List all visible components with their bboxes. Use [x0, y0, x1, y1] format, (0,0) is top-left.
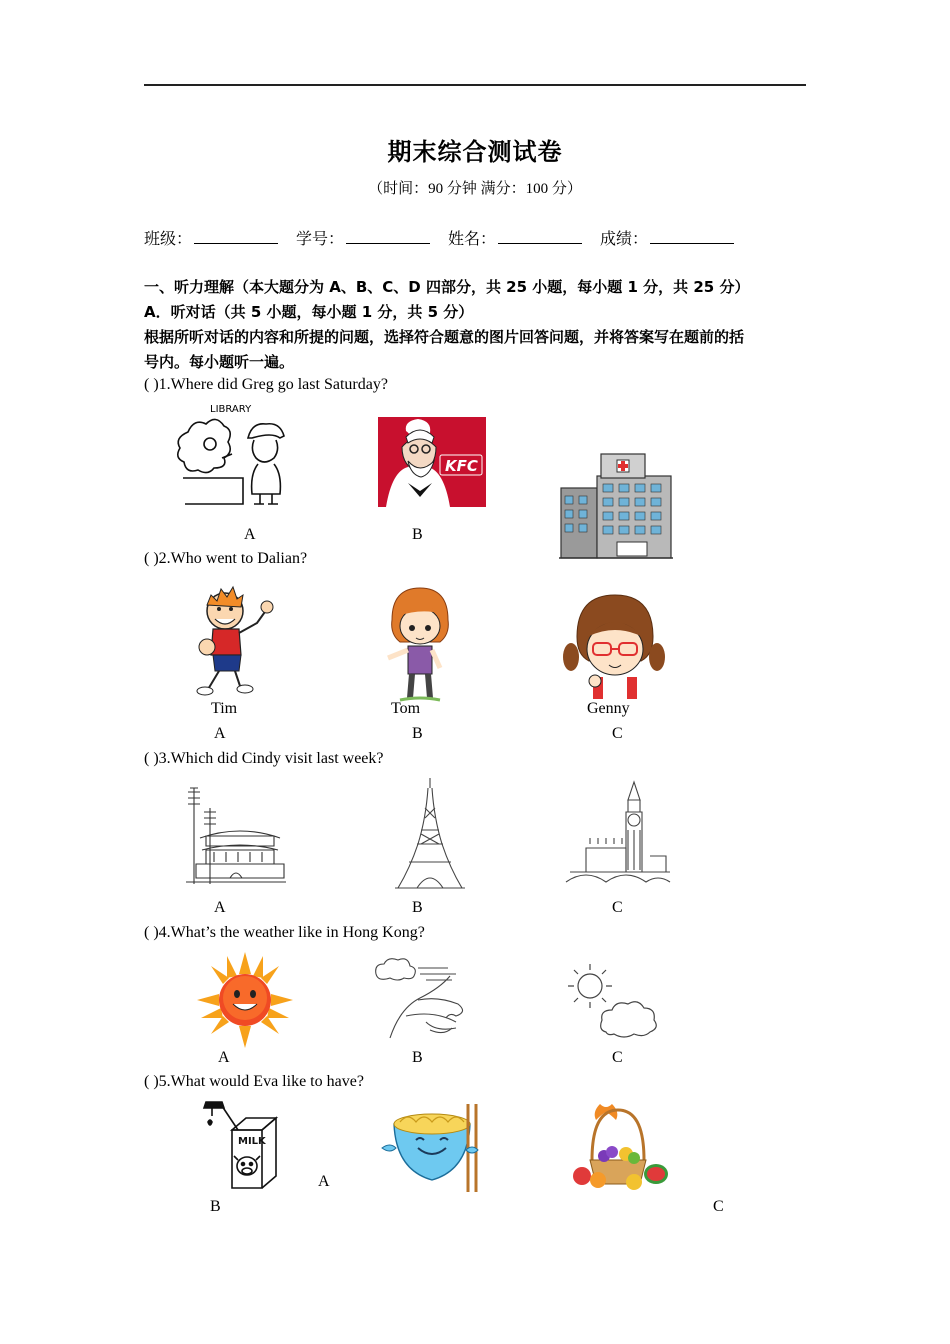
q5-option-a[interactable]: A	[318, 1173, 330, 1190]
fruit-basket-image	[570, 1100, 666, 1192]
student-number-label: 学号：	[296, 231, 345, 248]
q3-option-a[interactable]: A	[214, 899, 226, 916]
tim-image	[197, 585, 277, 697]
q3-option-b[interactable]: B	[412, 899, 423, 916]
library-sign-text: LIBRARY	[210, 404, 252, 415]
page-title: 期末综合测试卷	[387, 138, 563, 166]
q4-option-b[interactable]: B	[412, 1049, 423, 1066]
class-blank[interactable]	[194, 229, 278, 244]
question-4: ( )4.What’s the weather like in Hong Kong?	[144, 924, 425, 941]
name-blank[interactable]	[498, 229, 582, 244]
name-label: 姓名：	[448, 231, 497, 248]
question-1: ( )1.Where did Greg go last Saturday?	[144, 376, 388, 393]
q5-option-b[interactable]: B	[210, 1198, 221, 1215]
tom-image	[380, 586, 458, 702]
tim-name: Tim	[211, 700, 238, 717]
sunny-image	[197, 952, 293, 1048]
genny-image	[563, 593, 663, 701]
library-image	[178, 400, 303, 510]
eiffel-tower-image	[395, 778, 465, 890]
q2-option-b[interactable]: B	[412, 725, 423, 742]
student-info-row	[144, 226, 748, 249]
tiananmen-image	[186, 778, 286, 888]
q2-option-a[interactable]: A	[214, 725, 226, 742]
q5-option-c[interactable]: C	[713, 1198, 724, 1215]
section-heading: 一、听力理解（本大题分为 A、B、C、D 四部分，共 25 小题，每小题 1 分，共 25 分）	[144, 278, 750, 296]
milk-image	[198, 1100, 294, 1194]
q4-option-a[interactable]: A	[218, 1049, 230, 1066]
question-3: ( )3.Which did Cindy visit last week?	[144, 750, 384, 767]
question-5: ( )5.What would Eva like to have?	[144, 1073, 364, 1090]
q2-option-c[interactable]: C	[612, 725, 623, 742]
q1-option-a[interactable]: A	[244, 526, 256, 543]
windy-image	[370, 952, 474, 1042]
page-subtitle: （时间：90 分钟 满分：100 分）	[368, 181, 582, 197]
cloudy-image	[566, 958, 662, 1048]
class-label: 班级：	[144, 231, 193, 248]
kfc-logo-text: KFC	[445, 457, 478, 475]
student-number-blank[interactable]	[346, 229, 430, 244]
hospital-image	[559, 452, 673, 562]
q1-option-b[interactable]: B	[412, 526, 423, 543]
noodles-image	[380, 1104, 484, 1194]
tom-name: Tom	[391, 700, 421, 717]
milk-carton-text: MILK	[238, 1136, 266, 1147]
q4-option-c[interactable]: C	[612, 1049, 623, 1066]
score-blank[interactable]	[650, 229, 734, 244]
part-a-heading: A．听对话（共 5 小题，每小题 1 分，共 5 分）	[144, 303, 474, 321]
header-rule	[144, 84, 806, 86]
instructions-line-1: 根据所听对话的内容和所提的问题，选择符合题意的图片回答问题，并将答案写在题前的括	[144, 328, 745, 346]
score-label: 成绩：	[600, 231, 649, 248]
kfc-image	[378, 417, 486, 507]
big-ben-image	[566, 782, 670, 886]
genny-name: Genny	[587, 700, 630, 717]
instructions-line-2: 号内。每小题听一遍。	[144, 353, 295, 371]
question-2: ( )2.Who went to Dalian?	[144, 550, 308, 567]
q3-option-c[interactable]: C	[612, 899, 623, 916]
